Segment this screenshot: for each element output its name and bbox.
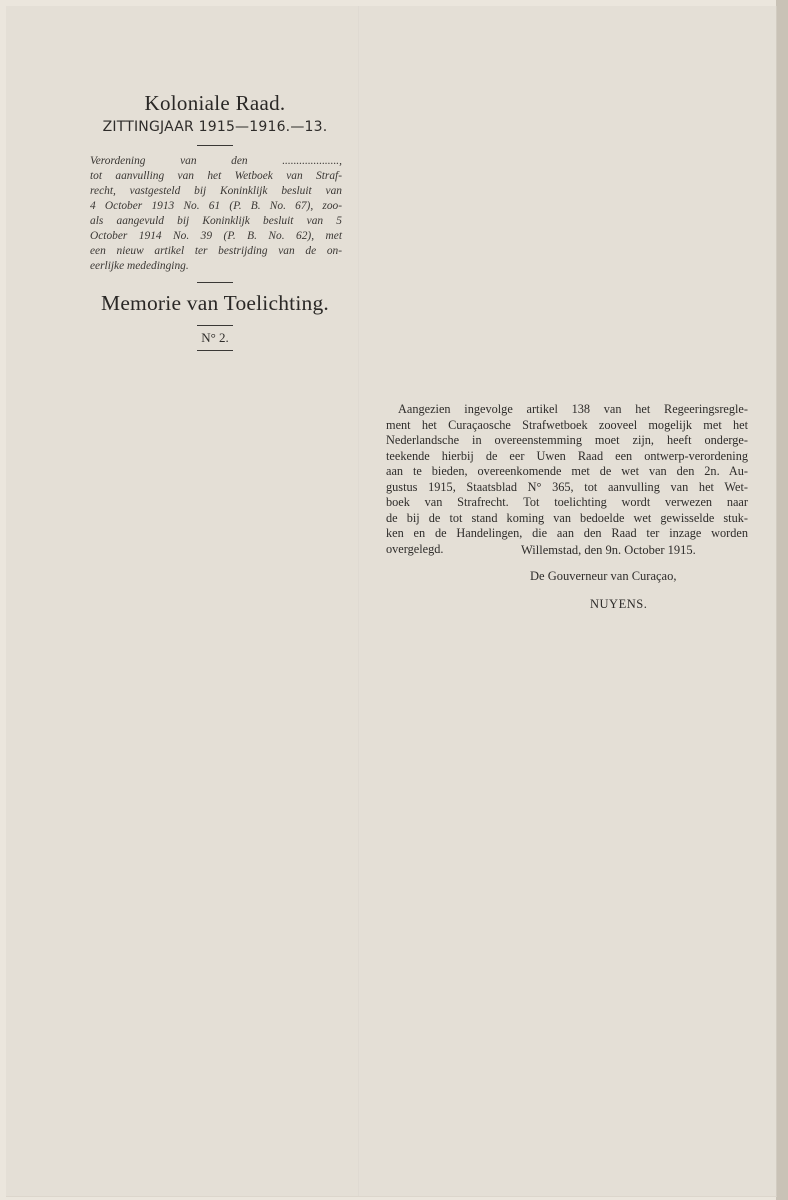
session-line: ZITTINGJAAR 1915—1916.—13. — [102, 119, 328, 135]
body-line: overgelegd. — [386, 541, 444, 556]
page-fold — [358, 6, 360, 1196]
description-line: een nieuw artikel ter bestrijding van de on- — [90, 245, 342, 257]
council-title: Koloniale Raad. — [144, 91, 286, 115]
description-line: October 1914 No. 39 (P. B. No. 62), met — [90, 230, 342, 242]
document-number: N° 2. — [201, 330, 229, 345]
body-line: ment het Curaçaosche Strafwetboek zooveel mogelijk met het — [386, 417, 748, 432]
body-line: boek van Strafrecht. Tot toelichting wordt verwezen naar — [386, 495, 748, 509]
description-line: 4 October 1913 No. 61 (P. B. No. 67), zoo- — [90, 200, 342, 212]
body-line: gustus 1915, Staatsblad N° 365, tot aanvulling van het Wet- — [386, 479, 748, 494]
place-date: Willemstad, den 9n. October 1915. — [521, 543, 696, 557]
body-line: Nederlandsche in overeenstemming moet zijn, heeft onderge- — [386, 433, 748, 447]
body-line: teekende hierbij de eer Uwen Raad een ontwerp-verordening — [386, 448, 748, 463]
signatory-name: NUYENS. — [590, 597, 648, 611]
description-line: als aangevuld bij Koninklijk besluit van 5 — [90, 215, 342, 227]
description-line: eerlijke mededinging. — [90, 260, 189, 272]
divider — [197, 350, 233, 351]
body-column — [386, 402, 748, 557]
body-line: ken en de Handelingen, die aan den Raad ter inzage worden — [386, 526, 748, 540]
divider — [197, 145, 233, 146]
memorie-heading: Memorie van Toelichting. — [101, 291, 329, 315]
scan-edge — [776, 0, 788, 1200]
signatory-title: De Gouverneur van Curaçao, — [530, 569, 677, 583]
divider — [197, 282, 233, 283]
description-line: Verordening van den ...................., — [90, 155, 342, 167]
header-column — [84, 90, 346, 359]
divider — [197, 325, 233, 326]
body-paragraph — [386, 402, 748, 557]
description-line: tot aanvulling van het Wetboek van Straf- — [90, 170, 342, 182]
body-line: Aangezien ingevolge artikel 138 van het Regeeringsregle- — [398, 402, 748, 416]
body-line: de bij de tot stand koming van bedoelde wet gewisselde stuk- — [386, 510, 748, 525]
ordinance-description — [84, 154, 346, 274]
description-line: recht, vastgesteld bij Koninklijk besluit van — [90, 185, 342, 197]
body-line: aan te bieden, overeenkomende met de wet van den 2n. Au- — [386, 464, 748, 478]
